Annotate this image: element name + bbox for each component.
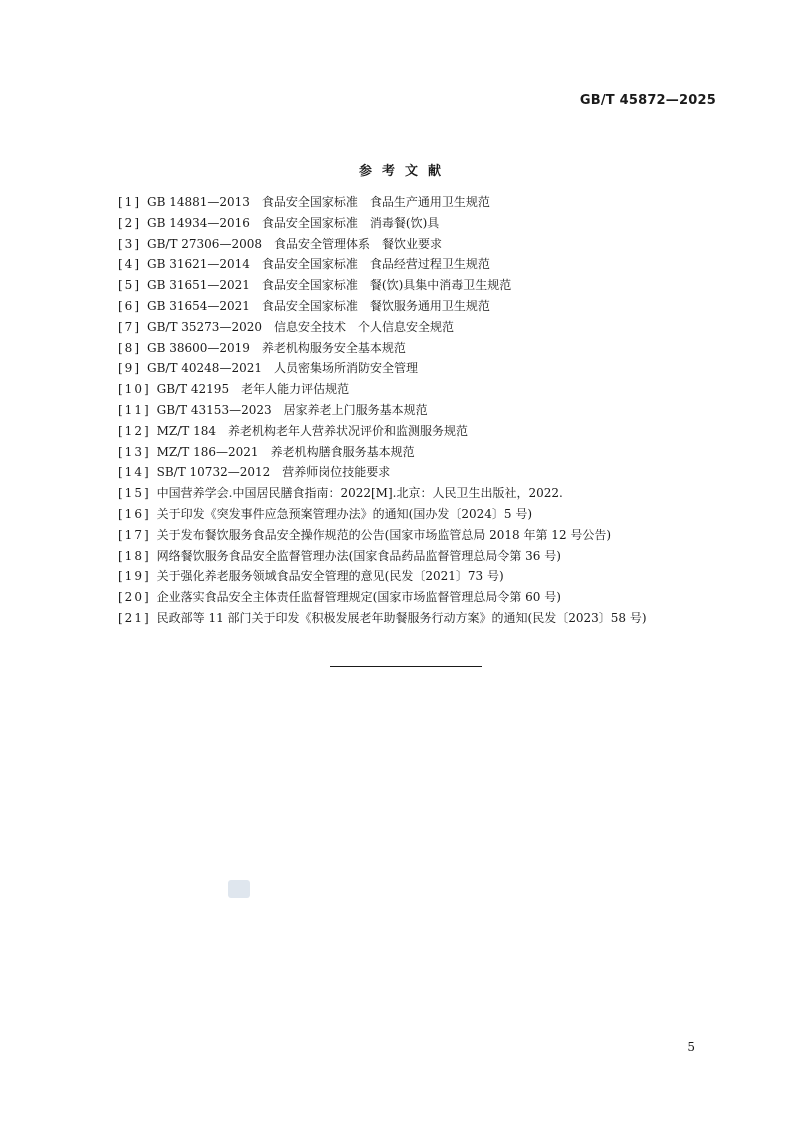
reference-item [118,546,647,567]
reference-number: [7] [118,319,141,334]
standard-number-header: GB/T 45872—2025 [579,93,716,108]
reference-number: [4] [118,257,141,272]
reference-text: SB/T 10732—2012 营养师岗位技能要求 [156,465,391,480]
reference-item [118,338,647,359]
reference-text: GB 14934—2016 食品安全国家标准 消毒餐(饮)具 [147,215,440,230]
reference-text: GB 31654—2021 食品安全国家标准 餐饮服务通用卫生规范 [147,298,490,313]
reference-item [118,587,647,608]
reference-number: [9] [118,361,141,376]
reference-text: 关于强化养老服务领域食品安全管理的意见(民发〔2021〕73 号) [156,569,504,584]
reference-text: GB/T 35273—2020 信息安全技术 个人信息安全规范 [147,319,454,334]
reference-text: 关于发布餐饮服务食品安全操作规范的公告(国家市场监管总局 2018 年第 12 号公告) [156,527,612,542]
reference-list [118,192,647,629]
reference-number: [11] [118,402,151,417]
reference-number: [13] [118,444,151,459]
reference-number: [18] [118,548,151,563]
reference-number: [10] [118,382,151,397]
reference-text: 企业落实食品安全主体责任监督管理规定(国家市场监督管理总局令第 60 号) [156,590,561,605]
reference-number: [1] [118,195,141,209]
reference-text: 关于印发《突发事件应急预案管理办法》的通知(国办发〔2024〕5 号) [156,506,532,521]
reference-text: 中国营养学会.中国居民膳食指南：2022[M].北京：人民卫生出版社，2022. [156,486,563,501]
reference-text: GB 31651—2021 食品安全国家标准 餐(饮)具集中消毒卫生规范 [147,278,512,293]
end-of-document-rule [330,666,482,667]
reference-text: MZ/T 186—2021 养老机构膳食服务基本规范 [156,444,415,459]
reference-item [118,275,647,296]
reference-item [118,504,647,525]
reference-item [118,442,647,463]
reference-item [118,525,647,546]
page-number: 5 [687,1040,695,1054]
reference-text: GB 31621—2014 食品安全国家标准 食品经营过程卫生规范 [147,257,490,272]
reference-number: [8] [118,340,141,355]
reference-number: [16] [118,506,151,521]
reference-number: [14] [118,465,151,480]
reference-text: GB 14881—2013 食品安全国家标准 食品生产通用卫生规范 [147,195,490,209]
reference-number: [19] [118,569,151,584]
reference-number: [15] [118,486,151,501]
reference-text: GB/T 40248—2021 人员密集场所消防安全管理 [147,361,418,376]
reference-number: [3] [118,236,141,251]
reference-item [118,234,647,255]
reference-number: [20] [118,590,151,605]
reference-item [118,566,647,587]
reference-item [118,254,647,275]
reference-number: [5] [118,278,141,293]
reference-text: MZ/T 184 养老机构老年人营养状况评价和监测服务规范 [156,423,469,438]
section-title: 参考文献 [358,164,451,179]
reference-number: [12] [118,423,151,438]
reference-item [118,421,647,442]
reference-item [118,317,647,338]
reference-item [118,462,647,483]
reference-number: [17] [118,527,151,542]
reference-text: 民政部等 11 部门关于印发《积极发展老年助餐服务行动方案》的通知(民发〔2023〕58 号) [156,610,647,625]
reference-item [118,400,647,421]
reference-item [118,358,647,379]
reference-text: GB/T 42195 老年人能力评估规范 [156,382,350,397]
reference-item [118,608,647,629]
reference-text: GB/T 43153—2023 居家养老上门服务基本规范 [156,402,428,417]
reference-item [118,483,647,504]
reference-number: [21] [118,610,151,625]
watermark-logo-icon [228,880,250,898]
reference-text: 网络餐饮服务食品安全监督管理办法(国家食品药品监督管理总局令第 36 号) [156,548,561,563]
reference-number: [6] [118,298,141,313]
reference-item [118,192,647,213]
reference-text: GB 38600—2019 养老机构服务安全基本规范 [147,340,406,355]
reference-item [118,296,647,317]
reference-item [118,213,647,234]
reference-item [118,379,647,400]
reference-text: GB/T 27306—2008 食品安全管理体系 餐饮业要求 [147,236,442,251]
reference-number: [2] [118,215,141,230]
